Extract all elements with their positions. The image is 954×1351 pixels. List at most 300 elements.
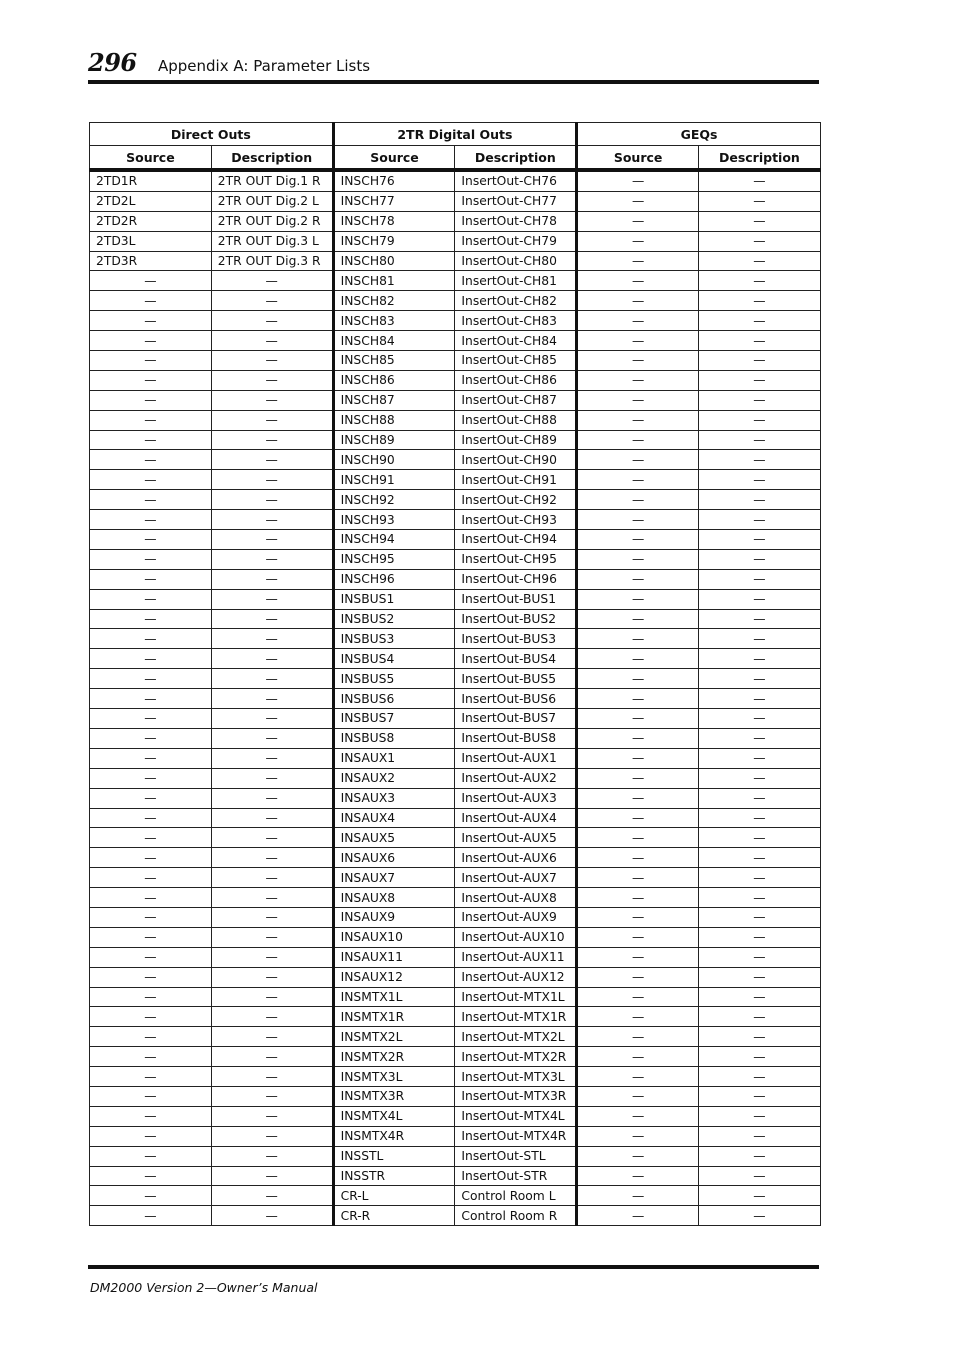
cell-geq-source: — [577, 390, 699, 410]
cell-direct-source: — [90, 311, 212, 331]
cell-digital-source: INSBUS8 [333, 728, 455, 748]
cell-geq-description: — [699, 490, 821, 510]
cell-direct-source: — [90, 1047, 212, 1067]
cell-geq-description: — [699, 1007, 821, 1027]
cell-geq-source: — [577, 311, 699, 331]
cell-geq-source: — [577, 987, 699, 1007]
cell-digital-source: INSCH92 [333, 490, 455, 510]
page-number: 296 [88, 48, 137, 77]
table-row [90, 410, 821, 430]
parameter-table [89, 122, 821, 1226]
cell-digital-description: InsertOut-BUS6 [455, 689, 577, 709]
cell-direct-source: — [90, 370, 212, 390]
table-row [90, 311, 821, 331]
cell-direct-description: — [211, 649, 333, 669]
cell-direct-source: — [90, 808, 212, 828]
cell-geq-source: — [577, 510, 699, 530]
cell-direct-source: — [90, 589, 212, 609]
cell-geq-description: — [699, 470, 821, 490]
cell-direct-description: 2TR OUT Dig.2 L [211, 191, 333, 211]
cell-geq-source: — [577, 1186, 699, 1206]
cell-geq-source: — [577, 530, 699, 550]
cell-direct-source: — [90, 927, 212, 947]
cell-geq-source: — [577, 569, 699, 589]
cell-digital-description: InsertOut-CH88 [455, 410, 577, 430]
cell-geq-description: — [699, 728, 821, 748]
cell-digital-description: InsertOut-CH78 [455, 211, 577, 231]
cell-direct-source: — [90, 947, 212, 967]
cell-digital-source: INSCH87 [333, 390, 455, 410]
cell-direct-description: — [211, 1126, 333, 1146]
cell-direct-description: — [211, 510, 333, 530]
cell-digital-description: InsertOut-BUS7 [455, 709, 577, 729]
table-row [90, 907, 821, 927]
cell-digital-description: InsertOut-CH96 [455, 569, 577, 589]
column-header-source: Source [90, 146, 212, 171]
cell-direct-description: — [211, 1007, 333, 1027]
cell-digital-description: InsertOut-MTX2R [455, 1047, 577, 1067]
cell-direct-description: — [211, 848, 333, 868]
cell-digital-source: INSMTX2L [333, 1027, 455, 1047]
cell-digital-source: INSCH90 [333, 450, 455, 470]
cell-digital-source: INSCH80 [333, 251, 455, 271]
cell-geq-source: — [577, 331, 699, 351]
table-row [90, 1047, 821, 1067]
table-row [90, 609, 821, 629]
cell-direct-source: — [90, 1067, 212, 1087]
cell-geq-source: — [577, 868, 699, 888]
cell-geq-source: — [577, 370, 699, 390]
cell-geq-source: — [577, 231, 699, 251]
cell-digital-source: INSAUX3 [333, 788, 455, 808]
cell-digital-description: InsertOut-CH86 [455, 370, 577, 390]
cell-geq-source: — [577, 1166, 699, 1186]
table-row [90, 768, 821, 788]
cell-digital-description: InsertOut-BUS2 [455, 609, 577, 629]
table-row [90, 390, 821, 410]
table-row [90, 490, 821, 510]
table-row [90, 788, 821, 808]
cell-digital-source: INSBUS4 [333, 649, 455, 669]
cell-direct-description: — [211, 1086, 333, 1106]
table-row [90, 291, 821, 311]
cell-direct-source: — [90, 609, 212, 629]
cell-direct-source: 2TD1R [90, 170, 212, 191]
cell-digital-description: InsertOut-AUX11 [455, 947, 577, 967]
cell-geq-description: — [699, 1146, 821, 1166]
table-row [90, 351, 821, 371]
cell-geq-description: — [699, 271, 821, 291]
cell-geq-source: — [577, 271, 699, 291]
cell-geq-source: — [577, 967, 699, 987]
cell-geq-source: — [577, 609, 699, 629]
cell-digital-description: InsertOut-AUX4 [455, 808, 577, 828]
cell-geq-source: — [577, 848, 699, 868]
cell-digital-description: InsertOut-CH77 [455, 191, 577, 211]
table-row [90, 888, 821, 908]
cell-digital-source: INSCH91 [333, 470, 455, 490]
cell-direct-source: — [90, 490, 212, 510]
cell-digital-description: InsertOut-MTX3R [455, 1086, 577, 1106]
cell-direct-source: — [90, 1146, 212, 1166]
cell-geq-description: — [699, 1086, 821, 1106]
group-header-direct-outs: Direct Outs [90, 123, 334, 146]
cell-direct-source: — [90, 669, 212, 689]
cell-geq-source: — [577, 211, 699, 231]
cell-geq-description: — [699, 1027, 821, 1047]
cell-geq-source: — [577, 649, 699, 669]
cell-geq-description: — [699, 331, 821, 351]
cell-geq-description: — [699, 709, 821, 729]
cell-geq-description: — [699, 251, 821, 271]
table-row [90, 370, 821, 390]
table-row [90, 728, 821, 748]
footer-rule [88, 1265, 819, 1269]
cell-geq-source: — [577, 1047, 699, 1067]
cell-geq-source: — [577, 410, 699, 430]
cell-direct-source: — [90, 1206, 212, 1226]
cell-direct-source: — [90, 987, 212, 1007]
cell-direct-source: — [90, 907, 212, 927]
cell-geq-description: — [699, 311, 821, 331]
cell-geq-source: — [577, 907, 699, 927]
cell-direct-description: — [211, 709, 333, 729]
cell-direct-description: — [211, 907, 333, 927]
cell-digital-description: Control Room R [455, 1206, 577, 1226]
cell-direct-description: — [211, 1146, 333, 1166]
cell-geq-source: — [577, 927, 699, 947]
cell-digital-description: InsertOut-AUX7 [455, 868, 577, 888]
cell-digital-description: InsertOut-AUX10 [455, 927, 577, 947]
cell-digital-source: INSAUX4 [333, 808, 455, 828]
cell-direct-description: — [211, 1047, 333, 1067]
cell-digital-description: InsertOut-MTX4L [455, 1106, 577, 1126]
table-row [90, 1106, 821, 1126]
cell-geq-description: — [699, 291, 821, 311]
cell-digital-description: InsertOut-CH81 [455, 271, 577, 291]
cell-digital-source: INSMTX3R [333, 1086, 455, 1106]
cell-direct-description: — [211, 331, 333, 351]
cell-digital-description: Control Room L [455, 1186, 577, 1206]
cell-direct-source: — [90, 709, 212, 729]
cell-geq-description: — [699, 649, 821, 669]
cell-digital-description: InsertOut-CH76 [455, 170, 577, 191]
cell-geq-source: — [577, 1067, 699, 1087]
cell-digital-source: INSAUX6 [333, 848, 455, 868]
cell-direct-source: — [90, 331, 212, 351]
cell-geq-source: — [577, 1146, 699, 1166]
cell-direct-source: 2TD3L [90, 231, 212, 251]
cell-direct-source: — [90, 351, 212, 371]
cell-digital-source: INSCH82 [333, 291, 455, 311]
table-row [90, 709, 821, 729]
cell-geq-description: — [699, 689, 821, 709]
cell-direct-description: — [211, 351, 333, 371]
cell-direct-description: — [211, 530, 333, 550]
cell-digital-source: INSCH96 [333, 569, 455, 589]
cell-direct-source: 2TD2L [90, 191, 212, 211]
cell-geq-description: — [699, 191, 821, 211]
cell-direct-source: 2TD2R [90, 211, 212, 231]
cell-direct-source: — [90, 549, 212, 569]
cell-direct-source: — [90, 1126, 212, 1146]
cell-digital-description: InsertOut-CH92 [455, 490, 577, 510]
cell-direct-source: — [90, 1186, 212, 1206]
cell-digital-source: CR-R [333, 1206, 455, 1226]
table-row [90, 1166, 821, 1186]
cell-digital-source: INSMTX4L [333, 1106, 455, 1126]
cell-direct-description: — [211, 728, 333, 748]
cell-geq-source: — [577, 291, 699, 311]
cell-digital-description: InsertOut-STR [455, 1166, 577, 1186]
cell-digital-description: InsertOut-AUX3 [455, 788, 577, 808]
cell-geq-description: — [699, 1206, 821, 1226]
cell-direct-description: — [211, 450, 333, 470]
cell-geq-description: — [699, 987, 821, 1007]
cell-geq-source: — [577, 351, 699, 371]
cell-geq-source: — [577, 689, 699, 709]
cell-geq-description: — [699, 510, 821, 530]
cell-direct-description: — [211, 669, 333, 689]
cell-geq-source: — [577, 1086, 699, 1106]
cell-direct-description: — [211, 271, 333, 291]
cell-geq-source: — [577, 768, 699, 788]
cell-digital-source: INSAUX2 [333, 768, 455, 788]
cell-geq-description: — [699, 410, 821, 430]
cell-direct-description: — [211, 1166, 333, 1186]
cell-digital-source: INSMTX2R [333, 1047, 455, 1067]
table-row [90, 211, 821, 231]
cell-digital-description: InsertOut-BUS5 [455, 669, 577, 689]
cell-direct-description: — [211, 470, 333, 490]
cell-direct-description: — [211, 689, 333, 709]
cell-digital-source: INSAUX9 [333, 907, 455, 927]
table-row [90, 1206, 821, 1226]
cell-geq-source: — [577, 191, 699, 211]
cell-digital-source: INSSTL [333, 1146, 455, 1166]
cell-digital-source: INSAUX11 [333, 947, 455, 967]
cell-direct-source: — [90, 450, 212, 470]
cell-digital-source: INSCH88 [333, 410, 455, 430]
cell-direct-description: — [211, 828, 333, 848]
cell-geq-source: — [577, 450, 699, 470]
cell-geq-description: — [699, 390, 821, 410]
cell-direct-source: — [90, 728, 212, 748]
cell-geq-source: — [577, 549, 699, 569]
cell-digital-description: InsertOut-BUS8 [455, 728, 577, 748]
cell-digital-source: INSCH86 [333, 370, 455, 390]
cell-digital-source: INSAUX5 [333, 828, 455, 848]
table-row [90, 848, 821, 868]
cell-geq-source: — [577, 251, 699, 271]
cell-direct-description: — [211, 748, 333, 768]
cell-direct-description: — [211, 927, 333, 947]
table-row [90, 629, 821, 649]
cell-digital-description: InsertOut-AUX12 [455, 967, 577, 987]
cell-direct-source: — [90, 768, 212, 788]
cell-direct-source: — [90, 1106, 212, 1126]
cell-geq-source: — [577, 170, 699, 191]
cell-geq-source: — [577, 430, 699, 450]
cell-geq-source: — [577, 947, 699, 967]
table-row [90, 271, 821, 291]
cell-direct-description: — [211, 1186, 333, 1206]
table-row [90, 689, 821, 709]
cell-geq-description: — [699, 231, 821, 251]
cell-digital-description: InsertOut-MTX4R [455, 1126, 577, 1146]
cell-geq-description: — [699, 888, 821, 908]
cell-direct-source: — [90, 629, 212, 649]
cell-digital-description: InsertOut-CH79 [455, 231, 577, 251]
cell-digital-source: INSCH93 [333, 510, 455, 530]
cell-geq-source: — [577, 1027, 699, 1047]
cell-geq-description: — [699, 927, 821, 947]
cell-geq-description: — [699, 748, 821, 768]
table-row [90, 331, 821, 351]
cell-direct-description: — [211, 490, 333, 510]
cell-digital-description: InsertOut-AUX8 [455, 888, 577, 908]
cell-geq-description: — [699, 788, 821, 808]
cell-digital-source: INSBUS3 [333, 629, 455, 649]
header-rule [88, 80, 819, 84]
column-header-source: Source [577, 146, 699, 171]
cell-digital-source: INSBUS1 [333, 589, 455, 609]
cell-digital-source: INSMTX3L [333, 1067, 455, 1087]
cell-direct-description: — [211, 967, 333, 987]
table-row [90, 430, 821, 450]
cell-direct-description: — [211, 549, 333, 569]
table-row [90, 549, 821, 569]
cell-geq-description: — [699, 370, 821, 390]
cell-direct-description: — [211, 569, 333, 589]
cell-direct-source: — [90, 788, 212, 808]
cell-direct-source: — [90, 510, 212, 530]
cell-direct-source: — [90, 1027, 212, 1047]
group-header-geqs: GEQs [577, 123, 821, 146]
cell-digital-description: InsertOut-BUS1 [455, 589, 577, 609]
column-header-source: Source [333, 146, 455, 171]
cell-digital-description: InsertOut-CH87 [455, 390, 577, 410]
table-row [90, 1007, 821, 1027]
cell-digital-description: InsertOut-CH82 [455, 291, 577, 311]
cell-geq-description: — [699, 868, 821, 888]
cell-geq-description: — [699, 768, 821, 788]
cell-geq-description: — [699, 1186, 821, 1206]
cell-direct-description: — [211, 430, 333, 450]
table-row [90, 170, 821, 191]
cell-direct-source: — [90, 848, 212, 868]
cell-digital-source: INSCH77 [333, 191, 455, 211]
cell-direct-source: 2TD3R [90, 251, 212, 271]
cell-geq-source: — [577, 1007, 699, 1027]
cell-direct-source: — [90, 530, 212, 550]
cell-geq-description: — [699, 589, 821, 609]
cell-digital-description: InsertOut-CH95 [455, 549, 577, 569]
cell-geq-description: — [699, 450, 821, 470]
cell-geq-description: — [699, 549, 821, 569]
cell-digital-description: InsertOut-BUS4 [455, 649, 577, 669]
cell-digital-description: InsertOut-CH93 [455, 510, 577, 530]
cell-direct-description: — [211, 1027, 333, 1047]
cell-direct-source: — [90, 888, 212, 908]
cell-digital-description: InsertOut-AUX6 [455, 848, 577, 868]
cell-direct-source: — [90, 271, 212, 291]
cell-direct-source: — [90, 470, 212, 490]
cell-geq-source: — [577, 788, 699, 808]
cell-direct-source: — [90, 868, 212, 888]
cell-direct-description: — [211, 370, 333, 390]
cell-geq-description: — [699, 530, 821, 550]
cell-direct-source: — [90, 649, 212, 669]
cell-geq-description: — [699, 211, 821, 231]
cell-digital-description: InsertOut-CH85 [455, 351, 577, 371]
cell-digital-source: INSSTR [333, 1166, 455, 1186]
cell-direct-description: — [211, 311, 333, 331]
table-body [90, 170, 821, 1226]
table-row [90, 450, 821, 470]
cell-direct-description: — [211, 589, 333, 609]
table-row [90, 967, 821, 987]
table-row [90, 669, 821, 689]
table-row [90, 470, 821, 490]
table-row [90, 191, 821, 211]
cell-geq-source: — [577, 669, 699, 689]
cell-geq-source: — [577, 490, 699, 510]
cell-geq-description: — [699, 848, 821, 868]
cell-direct-source: — [90, 1007, 212, 1027]
cell-direct-source: — [90, 967, 212, 987]
column-header-description: Description [211, 146, 333, 171]
table-row [90, 808, 821, 828]
table-row [90, 251, 821, 271]
table-row [90, 927, 821, 947]
table-row [90, 987, 821, 1007]
cell-geq-description: — [699, 1067, 821, 1087]
table-row [90, 510, 821, 530]
cell-geq-source: — [577, 589, 699, 609]
cell-geq-description: — [699, 1126, 821, 1146]
cell-digital-description: InsertOut-MTX1L [455, 987, 577, 1007]
cell-digital-source: INSCH79 [333, 231, 455, 251]
table-row [90, 569, 821, 589]
cell-geq-source: — [577, 1126, 699, 1146]
table-row [90, 1186, 821, 1206]
cell-geq-source: — [577, 629, 699, 649]
cell-digital-source: INSAUX1 [333, 748, 455, 768]
cell-digital-source: INSMTX1L [333, 987, 455, 1007]
cell-digital-description: InsertOut-CH90 [455, 450, 577, 470]
table-row [90, 947, 821, 967]
cell-digital-source: INSAUX7 [333, 868, 455, 888]
cell-direct-source: — [90, 430, 212, 450]
table-row [90, 1086, 821, 1106]
cell-digital-description: InsertOut-AUX1 [455, 748, 577, 768]
cell-digital-source: CR-L [333, 1186, 455, 1206]
cell-geq-source: — [577, 1206, 699, 1226]
cell-direct-description: — [211, 987, 333, 1007]
cell-digital-source: INSCH81 [333, 271, 455, 291]
table-row [90, 231, 821, 251]
cell-digital-source: INSMTX1R [333, 1007, 455, 1027]
cell-direct-description: — [211, 1206, 333, 1226]
cell-direct-description: — [211, 390, 333, 410]
cell-direct-source: — [90, 748, 212, 768]
footer-text: DM2000 Version 2—Owner’s Manual [90, 1280, 318, 1295]
table-row [90, 868, 821, 888]
table-row [90, 1067, 821, 1087]
cell-geq-source: — [577, 828, 699, 848]
table-row [90, 748, 821, 768]
